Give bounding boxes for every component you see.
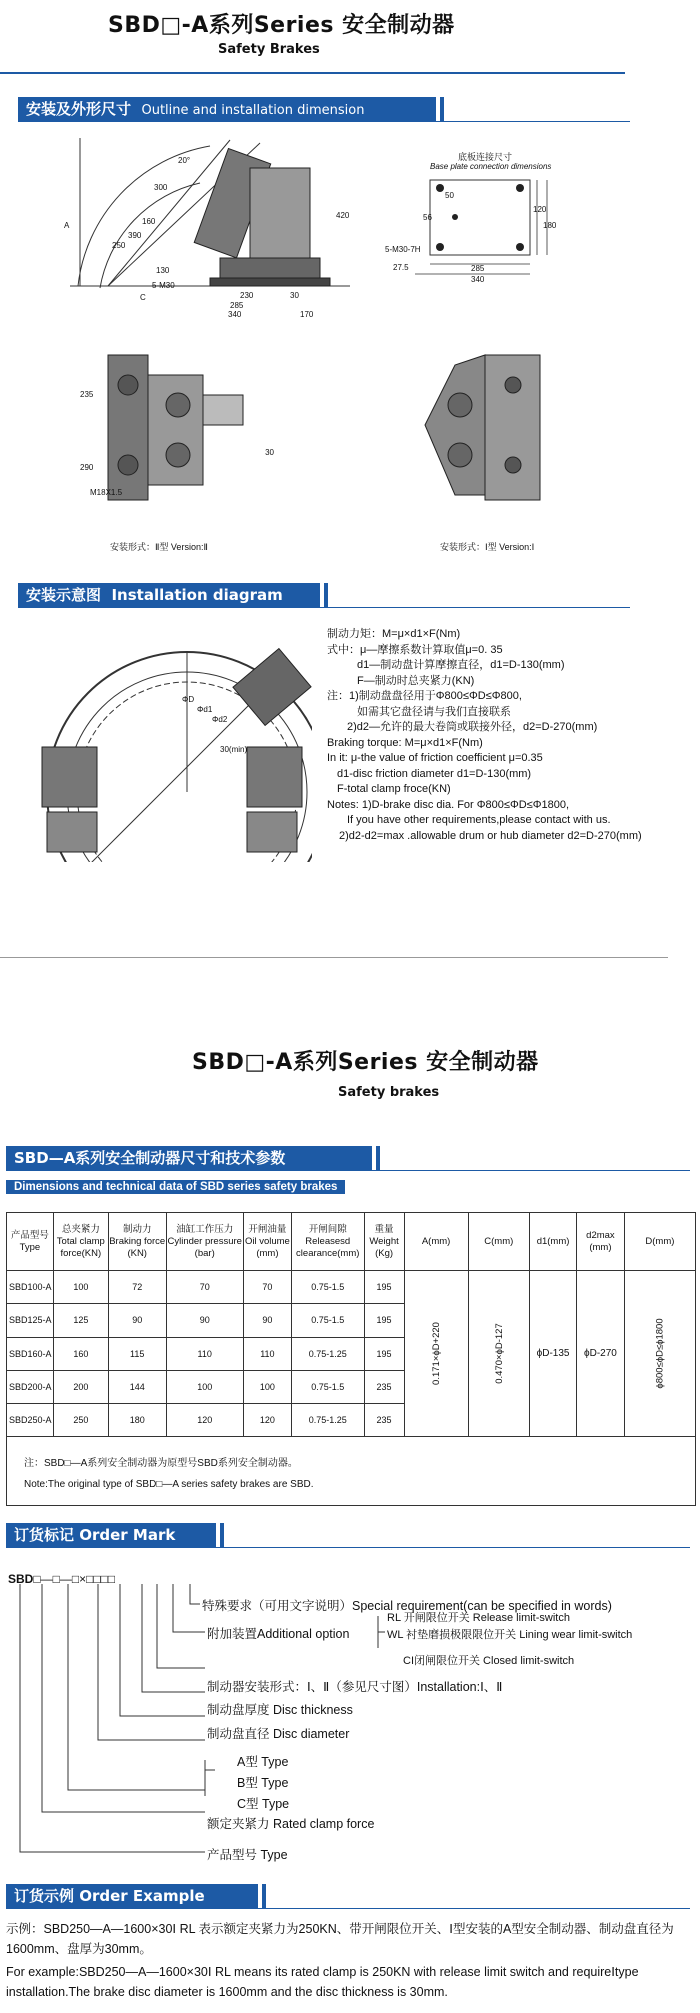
dim-label: 120 — [533, 205, 547, 214]
table-cell: 235 — [364, 1370, 404, 1403]
dim-label: 130 — [156, 266, 170, 275]
table-cell: 110 — [243, 1337, 291, 1370]
dim-label: 30(min) — [220, 745, 248, 754]
table-notes-box — [6, 1437, 696, 1506]
table-cell: 90 — [243, 1304, 291, 1337]
dim-label: 180 — [543, 221, 557, 230]
outline-drawing — [60, 128, 360, 318]
dim-label: 5-M30 — [152, 281, 175, 290]
formula-line: 制动力矩：M=μ×d1×F(Nm) — [327, 628, 461, 640]
table-cell: 72 — [108, 1271, 166, 1304]
dim-label: 160 — [142, 217, 156, 226]
dim-label: 340 — [228, 310, 242, 318]
table-cell: SBD100-A — [7, 1271, 54, 1304]
formula-d: ϕ800≤ϕD≤ϕ1800 — [654, 1318, 666, 1389]
section-bar-order-mark — [6, 1523, 216, 1547]
version-two-label: 安装形式：Ⅱ型 Version:Ⅱ — [110, 542, 208, 552]
table-cell: 115 — [108, 1337, 166, 1370]
example-cn: 示例：SBD250—A—1600×30Ⅰ RL 表示额定夹紧力为250KN、带开闸限位开关、Ⅰ型安装的A型安全制动器、制动盘直径为1600mm、盘厚为30mm。 — [6, 1922, 674, 1956]
table-cell: 195 — [364, 1304, 404, 1337]
table-cell: 110 — [166, 1337, 243, 1370]
order-thickness: 制动盘厚度 Disc thickness — [207, 1703, 353, 1717]
header-rule — [0, 72, 625, 74]
dim-label: 230 — [240, 291, 254, 300]
installation-diagram — [32, 622, 312, 862]
formula-line: In it: μ-the value of friction coefficient μ=0.35 — [327, 752, 543, 764]
formula-line: Braking torque: M=μ×d1×F(Nm) — [327, 736, 483, 749]
order-special: 特殊要求（可用文字说明）Special requirement(can be specified in words) — [202, 1599, 612, 1613]
order-rl: RL 开闸限位开关 Release limit-switch — [387, 1612, 570, 1624]
page2-subtitle: Safety brakes — [338, 1085, 440, 1100]
order-addon: 附加装置Additional option — [207, 1627, 350, 1641]
dim-label: 390 — [128, 231, 142, 240]
col-header: 开闸间隙 Releasesd clearance(mm) — [291, 1213, 364, 1271]
order-wl: WL 衬垫磨损极限限位开关 Lining wear limit-switch — [387, 1629, 633, 1641]
dim-label: 5-M30-7H — [385, 245, 421, 254]
order-code: SBD□—□—□×□□□□ — [8, 1572, 116, 1586]
order-ci: CI闭闸限位开关 Closed limit-switch — [403, 1655, 575, 1667]
table-cell: 180 — [108, 1403, 166, 1436]
table-cell: 235 — [364, 1403, 404, 1436]
table-cell: 120 — [166, 1403, 243, 1436]
table-cell: 200 — [53, 1370, 108, 1403]
col-header: d2max (mm) — [577, 1213, 625, 1271]
spec-table — [6, 1212, 696, 1437]
section-title-cn: SBD—A系列安全制动器尺寸和技术参数 — [14, 1149, 286, 1167]
order-type-c: C型 Type — [237, 1797, 290, 1811]
formula-c: 0.470×ϕD-127 — [493, 1323, 505, 1384]
dim-label: A — [64, 221, 70, 230]
base-plate-title-en: Base plate connection dimensions — [430, 162, 552, 171]
table-cell: 0.75-1.25 — [291, 1337, 364, 1370]
section-rule — [6, 1908, 690, 1909]
table-cell: 160 — [53, 1337, 108, 1370]
table-cell: 100 — [243, 1370, 291, 1403]
dim-label: Φd1 — [197, 705, 213, 714]
order-clamp: 额定夹紧力 Rated clamp force — [207, 1817, 375, 1831]
col-header: 产品型号 Type — [7, 1213, 54, 1271]
order-mark-leaders — [0, 1580, 700, 1880]
order-code-prefix: SBD — [8, 1572, 34, 1586]
formula-line: d1—制动盘计算摩擦直径，d1=D-130(mm) — [357, 659, 565, 671]
dim-label: 285 — [471, 264, 485, 273]
table-cell: 70 — [166, 1271, 243, 1304]
dim-label: C — [140, 293, 146, 302]
section-title-en: Order Example — [79, 1887, 205, 1905]
merged-cell: ϕD-270 — [577, 1271, 625, 1437]
table-cell: 0.75-1.5 — [291, 1271, 364, 1304]
spec-subtitle: Dimensions and technical data of SBD series safety brakes — [6, 1180, 345, 1194]
col-header: 重量 Weight (Kg) — [364, 1213, 404, 1271]
col-header: C(mm) — [468, 1213, 530, 1271]
formula-block — [327, 627, 642, 844]
table-cell: 100 — [53, 1271, 108, 1304]
formula-line: If you have other requirements,please contact with us. — [347, 814, 611, 826]
order-diameter: 制动盘直径 Disc diameter — [207, 1727, 350, 1741]
order-type: 产品型号 Type — [207, 1848, 288, 1862]
table-cell: 0.75-1.25 — [291, 1403, 364, 1436]
col-header: 制动力 Braking force (KN) — [108, 1213, 166, 1271]
section-title-cn: 订货示例 — [14, 1887, 75, 1905]
dim-label: 250 — [112, 241, 126, 250]
dim-label: 30 — [265, 448, 274, 457]
dim-label: 56 — [423, 213, 432, 222]
page-subtitle: Safety Brakes — [218, 42, 320, 57]
example-en: For example:SBD250—A—1600×30Ⅰ RL means its rated clamp is 250KN with release limit switch and requireⅠtype installation.The brake disc diameter is 1600mm and the disc thickness is 30mm. — [6, 1965, 639, 1999]
section-rule — [18, 607, 630, 608]
section-title-cn: 订货标记 — [14, 1526, 75, 1544]
formula-line: 式中：μ—摩擦系数计算取值μ=0. 35 — [327, 643, 503, 656]
section-rule — [6, 1170, 690, 1171]
table-cell: 0.75-1.5 — [291, 1304, 364, 1337]
version-one-drawing — [415, 345, 565, 525]
table-cell: 144 — [108, 1370, 166, 1403]
dim-label: M18X1.5 — [90, 488, 123, 497]
table-note-cn: 注：SBD□—A系列安全制动器为原型号SBD系列安全制动器。 — [24, 1458, 298, 1469]
table-cell: SBD200-A — [7, 1370, 54, 1403]
section-bar-install — [18, 583, 320, 607]
formula-line: 注：1)制动盘盘径用于Φ800≤ΦD≤Φ800, — [327, 690, 522, 702]
table-cell: SBD125-A — [7, 1304, 54, 1337]
table-cell: 195 — [364, 1337, 404, 1370]
page-divider — [0, 957, 668, 958]
section-bar-outline — [18, 97, 436, 121]
table-note-en: Note:The original type of SBD□—A series safety brakes are SBD. — [24, 1479, 314, 1490]
order-install: 制动器安装形式：Ⅰ、Ⅱ（参见尺寸图）Installation:Ⅰ、Ⅱ — [207, 1680, 503, 1694]
dim-label: Φd2 — [212, 715, 228, 724]
dim-label: 290 — [80, 463, 94, 472]
section-rule — [6, 1547, 690, 1548]
merged-cell — [468, 1271, 530, 1437]
page2-title: SBD□-A系列Series 安全制动器 — [192, 1050, 539, 1075]
dim-label: 170 — [300, 310, 314, 318]
col-header: 总夹紧力 Total clamp force(KN) — [53, 1213, 108, 1271]
merged-cell — [624, 1271, 695, 1437]
col-header: A(mm) — [404, 1213, 468, 1271]
base-plate-title-cn: 底板连接尺寸 — [458, 152, 513, 162]
dim-label: 340 — [471, 275, 485, 282]
col-header: D(mm) — [624, 1213, 695, 1271]
merged-cell: ϕD-135 — [530, 1271, 577, 1437]
col-header: 开闸油量 Oil volume (mm) — [243, 1213, 291, 1271]
table-cell: 90 — [166, 1304, 243, 1337]
section-title-en: Order Mark — [79, 1526, 176, 1544]
formula-line: 2)d2-d2=max .allowable drum or hub diameter d2=D-270(mm) — [339, 829, 642, 842]
dim-label: 235 — [80, 390, 94, 399]
table-cell: 90 — [108, 1304, 166, 1337]
table-cell: 250 — [53, 1403, 108, 1436]
formula-line: 如需其它盘径请与我们直接联系 — [357, 705, 511, 718]
dim-label: 50 — [445, 191, 454, 200]
table-cell: SBD160-A — [7, 1337, 54, 1370]
formula-line: F-total clamp froce(KN) — [337, 783, 451, 795]
col-header: d1(mm) — [530, 1213, 577, 1271]
formula-line: F—制动时总夹紧力(KN) — [357, 674, 475, 687]
section-bar-specs — [6, 1146, 372, 1170]
table-cell: 0.75-1.5 — [291, 1370, 364, 1403]
formula-a: 0.171×ϕD+220 — [430, 1322, 442, 1386]
dim-label: 285 — [230, 301, 244, 310]
table-cell: SBD250-A — [7, 1403, 54, 1436]
dim-label: ΦD — [182, 695, 195, 704]
formula-line: d1-disc friction diameter d1=D-130(mm) — [337, 767, 532, 780]
section-title-cn: 安装及外形尺寸 — [26, 100, 132, 118]
version-one-label: 安装形式：Ⅰ型 Version:Ⅰ — [440, 542, 535, 552]
table-cell: 70 — [243, 1271, 291, 1304]
section-rule — [18, 121, 630, 122]
section-title-cn: 安装示意图 — [26, 586, 102, 604]
merged-cell — [404, 1271, 468, 1437]
table-cell: 125 — [53, 1304, 108, 1337]
version-two-drawing — [78, 345, 278, 525]
formula-line: Notes: 1)D-brake disc dia. For Φ800≤ΦD≤Φ1800, — [327, 798, 569, 811]
formula-line: 2)d2—允许的最大卷筒或联接外径，d2=D-270(mm) — [347, 721, 598, 733]
page-title: SBD□-A系列Series 安全制动器 — [108, 13, 455, 38]
table-row — [7, 1271, 696, 1304]
table-cell: 100 — [166, 1370, 243, 1403]
section-title-en: Outline and installation dimension — [141, 103, 365, 118]
order-type-a: A型 Type — [237, 1755, 289, 1769]
dim-label: 420 — [336, 211, 350, 220]
base-plate-drawing — [385, 172, 565, 282]
dim-label: 20° — [178, 156, 191, 165]
col-header: 油缸工作压力 Cylinder pressure (bar) — [166, 1213, 243, 1271]
table-cell: 195 — [364, 1271, 404, 1304]
dim-label: 30 — [290, 291, 299, 300]
section-title-en: Installation diagram — [111, 586, 283, 604]
dim-label: 27.5 — [393, 263, 409, 272]
section-bar-order-example — [6, 1884, 258, 1908]
order-type-b: B型 Type — [237, 1776, 289, 1790]
table-cell: 120 — [243, 1403, 291, 1436]
dim-label: 300 — [154, 183, 168, 192]
